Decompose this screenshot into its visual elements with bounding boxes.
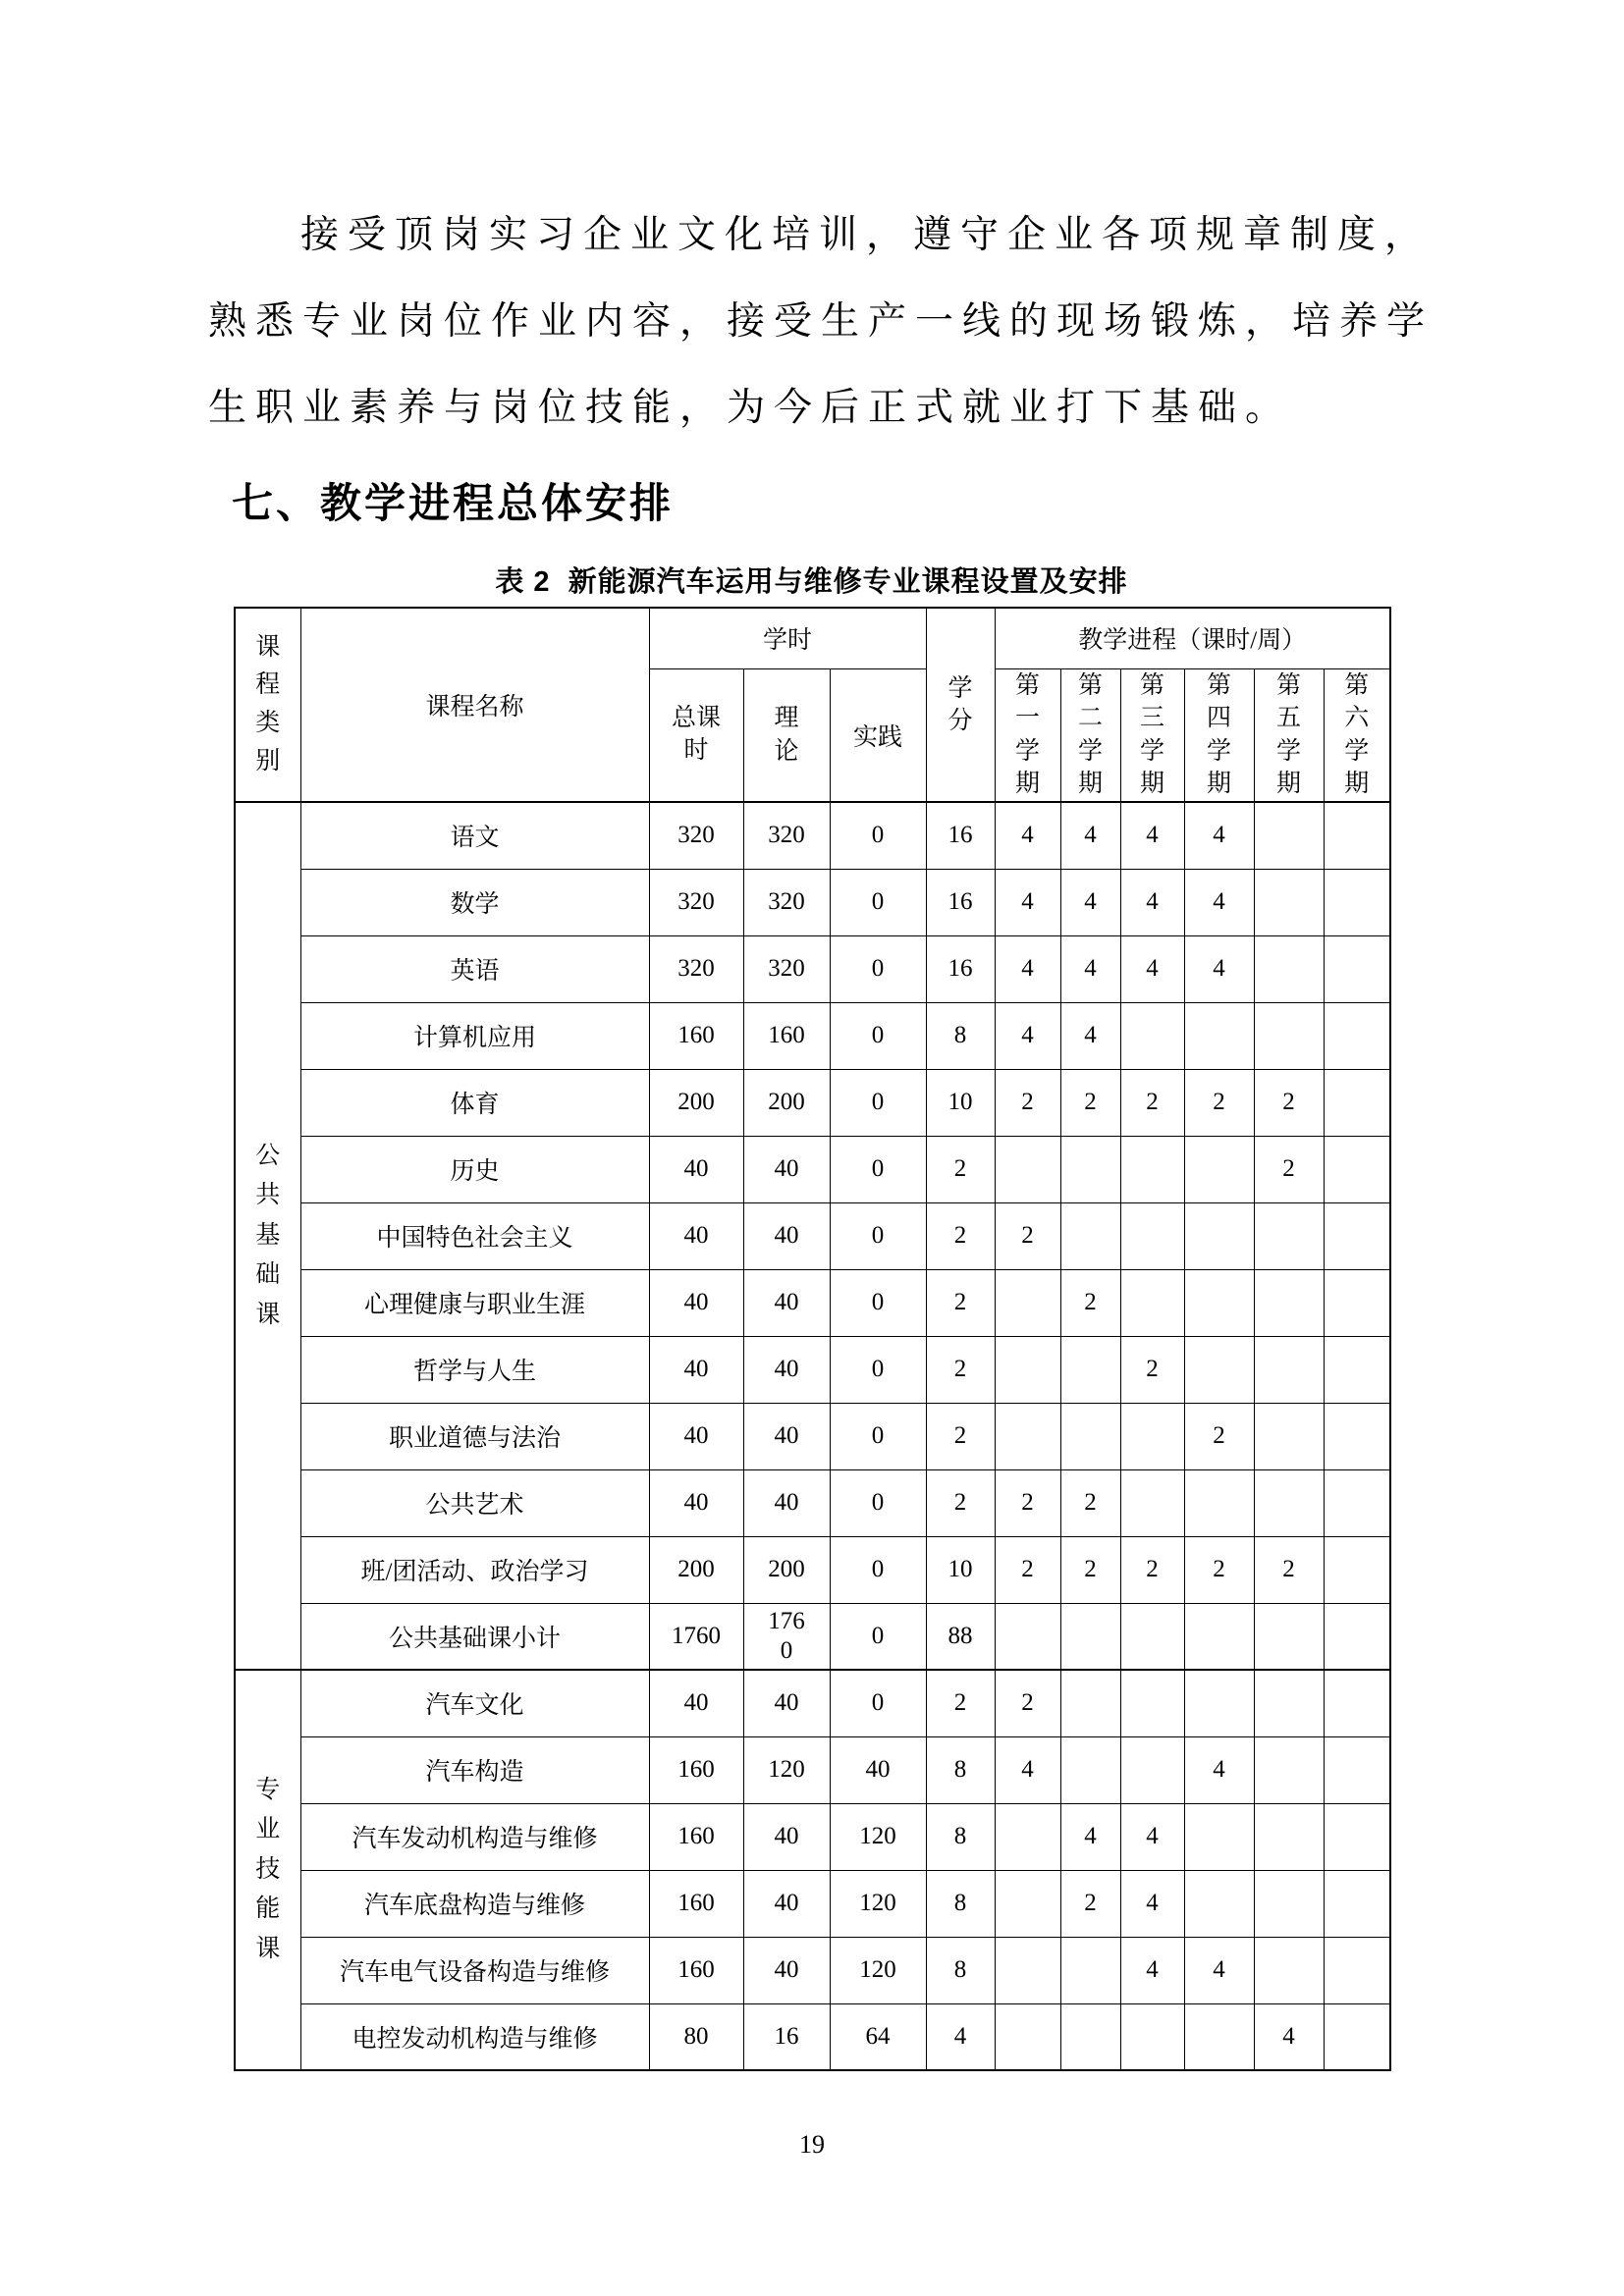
credits-cell: 8 <box>926 1937 995 2003</box>
course-name-cell: 汽车底盘构造与维修 <box>300 1870 649 1937</box>
semester-5-cell <box>1254 1803 1324 1870</box>
header-semester-1-label: 第一学期 <box>1015 671 1041 798</box>
credits-cell: 16 <box>926 869 995 935</box>
theory-hours-cell: 160 <box>743 1002 830 1069</box>
semester-3-cell: 4 <box>1120 802 1184 869</box>
semester-5-cell: 2 <box>1254 1069 1324 1136</box>
semester-3-cell: 4 <box>1120 1937 1184 2003</box>
course-schedule-table <box>234 607 1391 2071</box>
table-header <box>235 608 1390 802</box>
semester-6-cell <box>1324 1136 1390 1202</box>
category-label: 专业技能课 <box>255 1776 281 1962</box>
theory-hours-cell: 40 <box>743 1202 830 1269</box>
semester-5-cell: 2 <box>1254 1136 1324 1202</box>
table-row <box>235 802 1390 869</box>
total-hours-cell: 1760 <box>649 1603 743 1670</box>
header-credits <box>926 608 995 802</box>
course-name-cell: 计算机应用 <box>300 1002 649 1069</box>
semester-3-cell <box>1120 1469 1184 1536</box>
semester-6-cell <box>1324 2003 1390 2070</box>
semester-2-cell: 2 <box>1060 1870 1120 1937</box>
semester-6-cell <box>1324 935 1390 1002</box>
page-number: 19 <box>799 2130 825 2159</box>
practice-hours-cell: 0 <box>830 1403 926 1469</box>
semester-4-cell <box>1184 1803 1254 1870</box>
semester-3-cell: 2 <box>1120 1069 1184 1136</box>
semester-1-cell <box>995 1136 1060 1202</box>
semester-6-cell <box>1324 1269 1390 1336</box>
header-semester-3 <box>1120 668 1184 802</box>
total-hours-cell: 160 <box>649 1736 743 1803</box>
semester-4-cell: 4 <box>1184 802 1254 869</box>
credits-cell: 2 <box>926 1336 995 1403</box>
theory-hours-cell: 320 <box>743 935 830 1002</box>
semester-4-cell <box>1184 1002 1254 1069</box>
credits-cell: 10 <box>926 1536 995 1603</box>
table-row <box>235 1002 1390 1069</box>
semester-1-cell <box>995 1803 1060 1870</box>
semester-4-cell <box>1184 1202 1254 1269</box>
credits-cell: 8 <box>926 1736 995 1803</box>
semester-2-cell: 2 <box>1060 1069 1120 1136</box>
semester-1-cell <box>995 1269 1060 1336</box>
semester-2-cell: 4 <box>1060 869 1120 935</box>
theory-hours-cell: 200 <box>743 1536 830 1603</box>
category-cell <box>235 802 300 1670</box>
semester-2-cell <box>1060 1202 1120 1269</box>
semester-5-cell: 4 <box>1254 2003 1324 2070</box>
header-category <box>235 608 300 802</box>
table-row <box>235 1870 1390 1937</box>
header-semester-6 <box>1324 668 1390 802</box>
semester-1-cell: 2 <box>995 1202 1060 1269</box>
total-hours-cell: 40 <box>649 1136 743 1202</box>
theory-hours-cell: 40 <box>743 1870 830 1937</box>
header-total-hours <box>649 668 743 802</box>
table-row <box>235 1803 1390 1870</box>
total-hours-cell: 320 <box>649 802 743 869</box>
practice-hours-cell: 120 <box>830 1870 926 1937</box>
header-semester-5 <box>1254 668 1324 802</box>
semester-2-cell: 2 <box>1060 1536 1120 1603</box>
header-total-hours-label: 总课时 <box>671 705 721 764</box>
semester-4-cell: 2 <box>1184 1069 1254 1136</box>
practice-hours-cell: 0 <box>830 1469 926 1536</box>
semester-2-cell <box>1060 1336 1120 1403</box>
practice-hours-cell: 0 <box>830 802 926 869</box>
semester-6-cell <box>1324 1069 1390 1136</box>
total-hours-cell: 40 <box>649 1403 743 1469</box>
semester-4-cell: 4 <box>1184 1736 1254 1803</box>
course-name-cell: 汽车构造 <box>300 1736 649 1803</box>
semester-6-cell <box>1324 1670 1390 1736</box>
header-semester-6-label: 第六学期 <box>1344 671 1370 798</box>
total-hours-cell: 40 <box>649 1269 743 1336</box>
semester-6-cell <box>1324 1403 1390 1469</box>
table-row <box>235 1603 1390 1670</box>
semester-6-cell <box>1324 1803 1390 1870</box>
semester-5-cell <box>1254 1603 1324 1670</box>
semester-6-cell <box>1324 1536 1390 1603</box>
semester-5-cell <box>1254 1937 1324 2003</box>
semester-6-cell <box>1324 1870 1390 1937</box>
semester-1-cell: 4 <box>995 802 1060 869</box>
course-name-cell: 公共基础课小计 <box>300 1603 649 1670</box>
header-semester-3-label: 第三学期 <box>1140 671 1165 798</box>
theory-hours-cell: 40 <box>743 1469 830 1536</box>
semester-1-cell: 2 <box>995 1536 1060 1603</box>
credits-cell: 16 <box>926 935 995 1002</box>
header-credits-label: 学分 <box>947 674 973 734</box>
practice-hours-cell: 0 <box>830 1603 926 1670</box>
semester-3-cell <box>1120 1403 1184 1469</box>
semester-4-cell <box>1184 1136 1254 1202</box>
semester-5-cell <box>1254 935 1324 1002</box>
total-hours-cell: 320 <box>649 869 743 935</box>
semester-4-cell <box>1184 1469 1254 1536</box>
credits-cell: 10 <box>926 1069 995 1136</box>
semester-3-cell <box>1120 1603 1184 1670</box>
total-hours-cell: 40 <box>649 1469 743 1536</box>
total-hours-cell: 200 <box>649 1536 743 1603</box>
table-row <box>235 869 1390 935</box>
semester-1-cell: 2 <box>995 1069 1060 1136</box>
header-category-label: 课程类别 <box>255 633 281 774</box>
table-row <box>235 1536 1390 1603</box>
header-semester-1 <box>995 668 1060 802</box>
semester-6-cell <box>1324 869 1390 935</box>
credits-cell: 16 <box>926 802 995 869</box>
practice-hours-cell: 0 <box>830 1269 926 1336</box>
semester-5-cell <box>1254 1670 1324 1736</box>
total-hours-cell: 160 <box>649 1870 743 1937</box>
theory-hours-cell: 320 <box>743 869 830 935</box>
semester-5-cell <box>1254 1336 1324 1403</box>
theory-hours-cell: 40 <box>743 1336 830 1403</box>
paragraph-line: 熟悉专业岗位作业内容，接受生产一线的现场锻炼，培养学 <box>208 300 1435 343</box>
semester-5-cell <box>1254 1269 1324 1336</box>
semester-1-cell: 4 <box>995 1736 1060 1803</box>
semester-3-cell <box>1120 1002 1184 1069</box>
course-name-cell: 汽车文化 <box>300 1670 649 1736</box>
semester-1-cell <box>995 1870 1060 1937</box>
course-name-cell: 中国特色社会主义 <box>300 1202 649 1269</box>
course-name-cell: 心理健康与职业生涯 <box>300 1269 649 1336</box>
table-row <box>235 1202 1390 1269</box>
practice-hours-cell: 40 <box>830 1736 926 1803</box>
semester-2-cell: 2 <box>1060 1469 1120 1536</box>
credits-cell: 2 <box>926 1136 995 1202</box>
semester-1-cell: 4 <box>995 869 1060 935</box>
header-progress-group: 教学进程（课时/周） <box>995 608 1390 668</box>
header-semester-4-label: 第四学期 <box>1207 671 1232 798</box>
semester-6-cell <box>1324 1336 1390 1403</box>
theory-hours-cell: 320 <box>743 802 830 869</box>
semester-3-cell <box>1120 2003 1184 2070</box>
semester-6-cell <box>1324 1603 1390 1670</box>
course-name-cell: 职业道德与法治 <box>300 1403 649 1469</box>
header-semester-2 <box>1060 668 1120 802</box>
header-hours-group: 学时 <box>649 608 926 668</box>
semester-4-cell <box>1184 2003 1254 2070</box>
table-row <box>235 1937 1390 2003</box>
practice-hours-cell: 120 <box>830 1937 926 2003</box>
semester-3-cell: 4 <box>1120 869 1184 935</box>
semester-5-cell <box>1254 1403 1324 1469</box>
table-row <box>235 1336 1390 1403</box>
semester-3-cell: 4 <box>1120 1803 1184 1870</box>
theory-hours-cell: 40 <box>743 1670 830 1736</box>
course-name-cell: 英语 <box>300 935 649 1002</box>
semester-4-cell: 2 <box>1184 1403 1254 1469</box>
course-name-cell: 体育 <box>300 1069 649 1136</box>
semester-1-cell <box>995 1603 1060 1670</box>
theory-hours-cell: 40 <box>743 1403 830 1469</box>
theory-hours-cell-wrapped: 1760 <box>768 1607 805 1664</box>
credits-cell: 8 <box>926 1002 995 1069</box>
header-theory-label: 理论 <box>774 705 799 765</box>
semester-5-cell <box>1254 869 1324 935</box>
semester-3-cell: 4 <box>1120 1870 1184 1937</box>
theory-hours-cell: 200 <box>743 1069 830 1136</box>
semester-4-cell: 4 <box>1184 935 1254 1002</box>
semester-2-cell: 4 <box>1060 802 1120 869</box>
semester-3-cell <box>1120 1136 1184 1202</box>
practice-hours-cell: 0 <box>830 1670 926 1736</box>
semester-4-cell: 4 <box>1184 1937 1254 2003</box>
table-row <box>235 1136 1390 1202</box>
semester-2-cell <box>1060 1136 1120 1202</box>
header-semester-4 <box>1184 668 1254 802</box>
practice-hours-cell: 0 <box>830 1536 926 1603</box>
paragraph-line: 接受顶岗实习企业文化培训，遵守企业各项规章制度， <box>300 214 1433 256</box>
semester-2-cell <box>1060 1670 1120 1736</box>
paragraph-line: 生职业素养与岗位技能，为今后正式就业打下基础。 <box>208 387 1293 429</box>
theory-hours-cell: 16 <box>743 2003 830 2070</box>
table-body <box>235 802 1390 2070</box>
credits-cell: 88 <box>926 1603 995 1670</box>
practice-hours-cell: 0 <box>830 869 926 935</box>
table-row <box>235 1469 1390 1536</box>
semester-4-cell: 2 <box>1184 1536 1254 1603</box>
table-row <box>235 2003 1390 2070</box>
category-cell <box>235 1670 300 2070</box>
theory-hours-cell <box>743 1603 830 1670</box>
section-heading: 七、教学进程总体安排 <box>232 480 675 526</box>
semester-4-cell <box>1184 1269 1254 1336</box>
header-course-name: 课程名称 <box>300 608 649 802</box>
theory-hours-cell: 40 <box>743 1937 830 2003</box>
semester-3-cell: 2 <box>1120 1536 1184 1603</box>
credits-cell: 2 <box>926 1670 995 1736</box>
total-hours-cell: 160 <box>649 1937 743 2003</box>
table-row <box>235 1269 1390 1336</box>
semester-3-cell <box>1120 1269 1184 1336</box>
semester-6-cell <box>1324 1202 1390 1269</box>
header-theory <box>743 668 830 802</box>
course-name-cell: 历史 <box>300 1136 649 1202</box>
total-hours-cell: 40 <box>649 1202 743 1269</box>
semester-2-cell <box>1060 1937 1120 2003</box>
practice-hours-cell: 64 <box>830 2003 926 2070</box>
total-hours-cell: 160 <box>649 1002 743 1069</box>
semester-3-cell: 2 <box>1120 1336 1184 1403</box>
semester-6-cell <box>1324 802 1390 869</box>
table-caption: 表 2 新能源汽车运用与维修专业课程设置及安排 <box>495 566 1128 598</box>
course-name-cell: 公共艺术 <box>300 1469 649 1536</box>
semester-3-cell <box>1120 1670 1184 1736</box>
category-label: 公共基础课 <box>255 1142 281 1328</box>
course-name-cell: 语文 <box>300 802 649 869</box>
semester-2-cell <box>1060 1603 1120 1670</box>
semester-5-cell: 2 <box>1254 1536 1324 1603</box>
semester-3-cell <box>1120 1202 1184 1269</box>
course-name-cell: 汽车电气设备构造与维修 <box>300 1937 649 2003</box>
semester-5-cell <box>1254 1870 1324 1937</box>
course-name-cell: 班/团活动、政治学习 <box>300 1536 649 1603</box>
credits-cell: 2 <box>926 1469 995 1536</box>
theory-hours-cell: 120 <box>743 1736 830 1803</box>
credits-cell: 2 <box>926 1202 995 1269</box>
practice-hours-cell: 0 <box>830 1002 926 1069</box>
semester-3-cell <box>1120 1736 1184 1803</box>
table-row <box>235 1670 1390 1736</box>
practice-hours-cell: 0 <box>830 1136 926 1202</box>
total-hours-cell: 160 <box>649 1803 743 1870</box>
credits-cell: 2 <box>926 1269 995 1336</box>
semester-2-cell <box>1060 2003 1120 2070</box>
semester-1-cell <box>995 2003 1060 2070</box>
header-row-top <box>235 608 1390 668</box>
course-name-cell: 电控发动机构造与维修 <box>300 2003 649 2070</box>
course-name-cell: 哲学与人生 <box>300 1336 649 1403</box>
practice-hours-cell: 0 <box>830 1202 926 1269</box>
semester-4-cell <box>1184 1670 1254 1736</box>
practice-hours-cell: 0 <box>830 935 926 1002</box>
semester-3-cell: 4 <box>1120 935 1184 1002</box>
semester-2-cell <box>1060 1403 1120 1469</box>
semester-4-cell <box>1184 1603 1254 1670</box>
semester-2-cell: 4 <box>1060 935 1120 1002</box>
practice-hours-cell: 0 <box>830 1336 926 1403</box>
practice-hours-cell: 120 <box>830 1803 926 1870</box>
semester-6-cell <box>1324 1736 1390 1803</box>
semester-1-cell <box>995 1937 1060 2003</box>
semester-1-cell: 2 <box>995 1469 1060 1536</box>
total-hours-cell: 200 <box>649 1069 743 1136</box>
total-hours-cell: 40 <box>649 1670 743 1736</box>
table-row <box>235 1069 1390 1136</box>
credits-cell: 2 <box>926 1403 995 1469</box>
semester-6-cell <box>1324 1469 1390 1536</box>
semester-1-cell <box>995 1336 1060 1403</box>
semester-4-cell <box>1184 1870 1254 1937</box>
semester-5-cell <box>1254 1002 1324 1069</box>
semester-2-cell: 4 <box>1060 1002 1120 1069</box>
course-name-cell: 数学 <box>300 869 649 935</box>
course-name-cell: 汽车发动机构造与维修 <box>300 1803 649 1870</box>
semester-2-cell: 4 <box>1060 1803 1120 1870</box>
theory-hours-cell: 40 <box>743 1269 830 1336</box>
semester-4-cell <box>1184 1336 1254 1403</box>
semester-5-cell <box>1254 1469 1324 1536</box>
semester-1-cell <box>995 1403 1060 1469</box>
semester-6-cell <box>1324 1937 1390 2003</box>
credits-cell: 8 <box>926 1870 995 1937</box>
theory-hours-cell: 40 <box>743 1803 830 1870</box>
credits-cell: 4 <box>926 2003 995 2070</box>
semester-5-cell <box>1254 802 1324 869</box>
header-practice: 实践 <box>830 668 926 802</box>
header-semester-5-label: 第五学期 <box>1276 671 1302 798</box>
table-row <box>235 1736 1390 1803</box>
table-row <box>235 935 1390 1002</box>
semester-1-cell: 4 <box>995 1002 1060 1069</box>
semester-5-cell <box>1254 1202 1324 1269</box>
semester-4-cell: 4 <box>1184 869 1254 935</box>
body-paragraph <box>208 192 1471 452</box>
practice-hours-cell: 0 <box>830 1069 926 1136</box>
semester-2-cell <box>1060 1736 1120 1803</box>
header-semester-2-label: 第二学期 <box>1078 671 1104 798</box>
total-hours-cell: 40 <box>649 1336 743 1403</box>
total-hours-cell: 320 <box>649 935 743 1002</box>
semester-6-cell <box>1324 1002 1390 1069</box>
theory-hours-cell: 40 <box>743 1136 830 1202</box>
semester-2-cell: 2 <box>1060 1269 1120 1336</box>
semester-1-cell: 4 <box>995 935 1060 1002</box>
table-row <box>235 1403 1390 1469</box>
total-hours-cell: 80 <box>649 2003 743 2070</box>
semester-5-cell <box>1254 1736 1324 1803</box>
credits-cell: 8 <box>926 1803 995 1870</box>
semester-1-cell: 2 <box>995 1670 1060 1736</box>
